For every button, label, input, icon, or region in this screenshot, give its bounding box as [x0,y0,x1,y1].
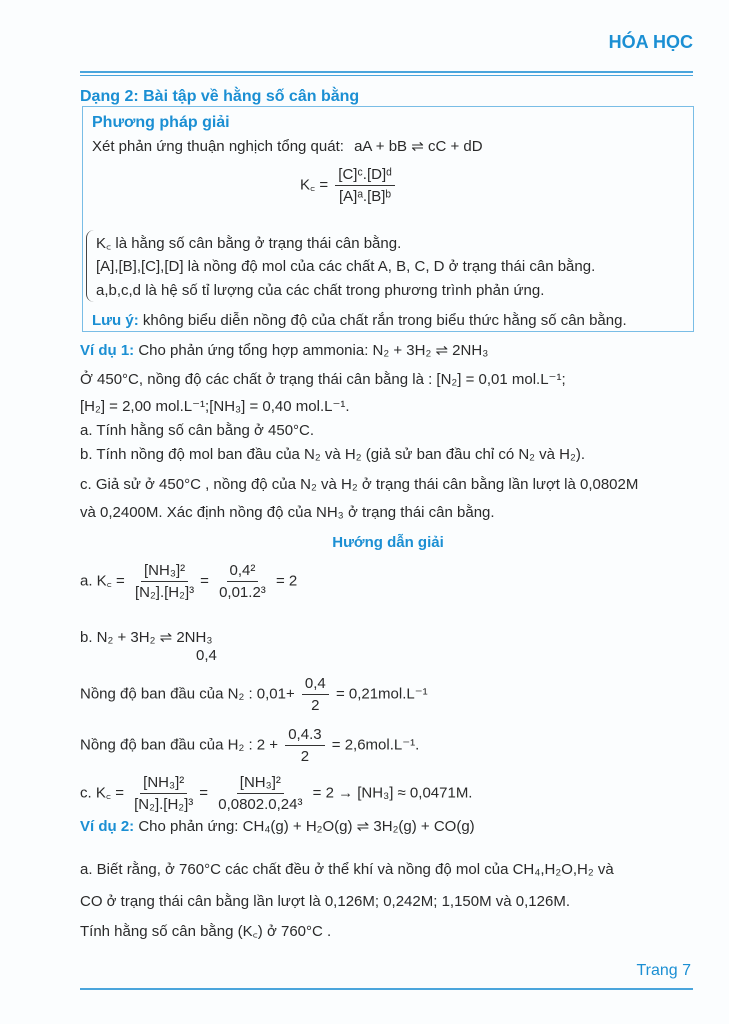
solution-a-frac2 [216,562,269,601]
initial-h2-label: Nồng độ ban đầu của H₂ : 2 + [80,736,279,754]
solution-a-frac1 [132,562,197,601]
example2-line [80,817,475,835]
solution-b-value: 0,4 [196,647,217,664]
numerator: [NH₃]² [141,562,188,582]
numerator: [NH₃]² [237,774,284,794]
definition-kc: K꜀ là hằng số cân bằng ở trạng thái cân bằng. [96,235,402,252]
section-title: Dạng 2: Bài tập về hằng số cân bằng [80,88,360,105]
method-title: Phương pháp giải [92,114,230,131]
example2-label: Ví dụ 2: [80,818,135,835]
solution-b-equation: b. N₂ + 3H₂ ⇌ 2NH₃ [80,629,213,646]
solution-title: Hướng dẫn giải [332,534,444,551]
general-reaction: aA + bB ⇌ cC + dD [354,138,483,155]
solution-c-result: = 2 → [NH₃] ≈ 0,0471M. [312,784,473,802]
example1-label: Ví dụ 1: [80,342,135,359]
denominator: [N₂].[H₂]³ [134,796,194,813]
question-b: b. Tính nồng độ mol ban đầu của N₂ và H₂ (giả sử ban đầu chỉ có N₂ và H₂). [80,446,585,463]
denominator: 2 [300,748,310,765]
numerator: 0,4² [227,562,259,582]
header-rule-thin [80,75,693,76]
page-number: Trang 7 [636,962,691,979]
note-label: Lưu ý: [92,312,139,329]
initial-n2-frac [302,675,329,714]
header-rule [80,71,693,73]
initial-n2-result: = 0,21mol.L⁻¹ [335,685,428,703]
example1-text: Cho phản ứng tổng hợp ammonia: N₂ + 3H₂ ⇌ 2NH₃ [134,342,489,359]
denominator: 2 [311,697,320,714]
solution-c: c. K꜀ = $\frac{\text{[NH₃]²}}{\text{[N₂].[H₂]³}}$ = $\frac{\text{[NH₃]²}}{\text{0,0802.0,24³}}$ = 2 → [NH₃] ≈ 0,0471M. [80,774,473,813]
footer-rule [80,988,693,990]
denominator: 0,0802.0,24³ [218,796,303,813]
denominator: [N₂].[H₂]³ [134,584,195,601]
solution-c-label: c. K꜀ = [80,784,124,802]
definition-coefficients: a,b,c,d là hệ số tỉ lượng của các chất trong phương trình phản ứng. [96,282,545,299]
kc-numerator: [C]ᶜ.[D]ᵈ [335,166,394,186]
solution-a-result: = 2 [275,572,298,590]
method-intro-line [92,137,483,155]
numerator: 0,4 [302,675,329,695]
brace [86,230,95,302]
denominator: 0,01.2³ [219,584,266,601]
method-intro: Xét phản ứng thuận nghịch tổng quát: [92,138,344,155]
kc-formula [300,166,398,205]
example2-line3: CO ở trạng thái cân bằng lần lượt là 0,126M; 0,242M; 1,150M và 0,126M. [80,893,570,910]
example2-line4: Tính hằng số cân bằng (K꜀) ở 760°C . [80,923,332,940]
example1-line2: Ở 450°C, nồng độ các chất ở trạng thái cân bằng là : [N₂] = 0,01 mol.L⁻¹; [80,371,566,388]
solution-a: a. K꜀ = $\frac{\text{[NH₃]²}}{\text{[N₂].[H₂]³}}$ = $\frac{\text{0,4²}}{\text{0,01.2³}}$ = 2 [80,562,298,601]
subject-header: HÓA HỌC [608,32,693,52]
example2-line2: a. Biết rằng, ở 760°C các chất đều ở thể khí và nồng độ mol của CH₄,H₂O,H₂ và [80,861,614,878]
solution-a-label: a. K꜀ = [80,572,125,590]
initial-h2-result: = 2,6mol.L⁻¹. [331,736,420,754]
initial-n2-label: Nồng độ ban đầu của N₂ : 0,01+ [80,685,295,703]
kc-denominator: [A]ᵃ.[B]ᵇ [338,188,392,205]
example1-line [80,341,488,359]
example1-line3: [H₂] = 2,00 mol.L⁻¹;[NH₃] = 0,40 mol.L⁻¹. [80,398,350,415]
kc-fraction [335,166,394,205]
initial-h2 [80,726,419,765]
numerator: 0,4.3 [285,726,324,746]
numerator: [NH₃]² [140,774,187,794]
question-c: c. Giả sử ở 450°C , nồng độ của N₂ và H₂ ở trạng thái cân bằng lần lượt là 0,0802M [80,476,639,493]
solution-c-frac2 [215,774,305,813]
example2-text: Cho phản ứng: CH₄(g) + H₂O(g) ⇌ 3H₂(g) + CO(g) [134,818,475,835]
initial-h2-frac [285,726,324,765]
solution-c-frac1 [131,774,196,813]
note-text: không biểu diễn nồng độ của chất rắn trong biểu thức hằng số cân bằng. [138,312,627,329]
kc-label: K꜀ = [300,176,329,194]
definition-concentrations: [A],[B],[C],[D] là nồng độ mol của các chất A, B, C, D ở trạng thái cân bằng. [96,258,596,275]
question-a: a. Tính hằng số cân bằng ở 450°C. [80,422,315,439]
initial-n2 [80,675,428,714]
note-line [92,312,627,329]
question-c-cont: và 0,2400M. Xác định nồng độ của NH₃ ở trạng thái cân bằng. [80,504,495,521]
